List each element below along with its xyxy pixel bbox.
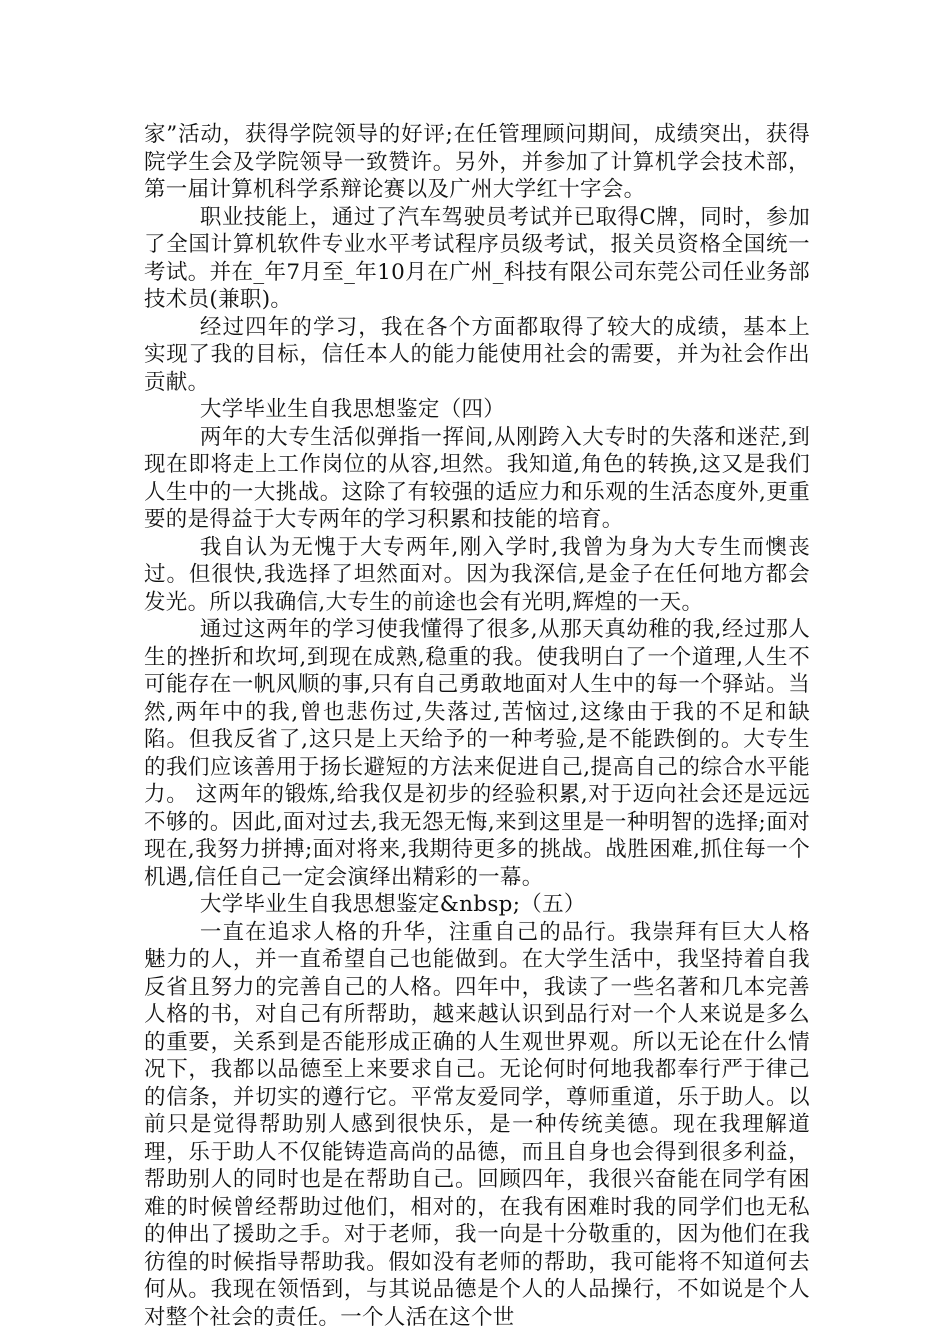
- paragraph-four-years-summary: 经过四年的学习，我在各个方面都取得了较大的成绩，基本上实现了我的目标，信任本人的能力能使用社会的需要，并为社会作出贡献。: [144, 314, 810, 395]
- paragraph-character: 一直在追求人格的升华，注重自己的品行。我崇拜有巨大人格魅力的人，并一直希望自己也能做到。在大学生活中，我坚持着自我反省且努力的完善自己的人格。四年中，我读了一些名著和几本完善人格的书，对自己有所帮助，越来越认识到品行对一个人来说是多么的重要，关系到是否能形成正确的人生观世界观。所以无论在什么情况下，我都以品德至上来要求自己。无论何时何地我都奉行严于律己的信条，并切实的遵行它。平常友爱同学，尊师重道，乐于助人。以前只是觉得帮助别人感到很快乐，是一种传统美德。现在我理解道理，乐于助人不仅能铸造高尚的品德，而且自身也会得到很多利益，帮助别人的同时也是在帮助自己。回顾四年，我很兴奋能在同学有困难的时候曾经帮助过他们，相对的，在我有困难时我的同学们也无私的伸出了援助之手。对于老师，我一向是十分敬重的，因为他们在我彷徨的时候指导帮助我。假如没有老师的帮助，我可能将不知道何去何从。我现在领悟到，与其说品德是个人的人品操行，不如说是个人对整个社会的责任。一个人活在这个世: [144, 919, 810, 1330]
- section-heading-four: 大学毕业生自我思想鉴定（四）: [199, 397, 506, 422]
- document-body: [144, 121, 810, 1331]
- paragraph-college-life: 两年的大专生活似弹指一挥间,从刚跨入大专时的失落和迷茫,到现在即将走上工作岗位的从容,坦然。我知道,角色的转换,这又是我们人生中的一大挑战。这除了有较强的适应力和乐观的生活态度外,更重要的是得益于大专两年的学习积累和技能的培育。: [144, 424, 810, 532]
- paragraph-continued: 家”活动，获得学院领导的好评;在任管理顾问期间，成绩突出，获得院学生会及学院领导一致赞许。另外，并参加了计算机学会技术部，第一届计算机科学系辩论赛以及广州大学红十字会。: [144, 122, 810, 202]
- paragraph-self-assessment: 我自认为无愧于大专两年,刚入学时,我曾为身为大专生而懊丧过。但很快,我选择了坦然面对。因为我深信,是金子在任何地方都会发光。所以我确信,大专生的前途也会有光明,辉煌的一天。: [144, 534, 810, 615]
- section-heading-five: 大学毕业生自我思想鉴定&nbsp;（五）: [199, 892, 586, 917]
- paragraph-learning-growth: 通过这两年的学习使我懂得了很多,从那天真幼稚的我,经过那人生的挫折和坎坷,到现在成熟,稳重的我。使我明白了一个道理,人生不可能存在一帆风顺的事,只有自己勇敢地面对人生中的每一个驿站。当然,两年中的我,曾也悲伤过,失落过,苦恼过,这缘由于我的不足和缺陷。但我反省了,这只是上天给予的一种考验,是不能跌倒的。大专生的我们应该善用于扬长避短的方法来促进自己,提高自己的综合水平能力。 这两年的锻炼,给我仅是初步的经验积累,对于迈向社会还是远远不够的。因此,面对过去,我无怨无悔,来到这里是一种明智的选择;面对现在,我努力拼搏;面对将来,我期待更多的挑战。战胜困难,抓住每一个机遇,信任自己一定会演绎出精彩的一幕。: [144, 617, 810, 890]
- paragraph-vocational-skills: 职业技能上，通过了汽车驾驶员考试并已取得C牌，同时，参加了全国计算机软件专业水平考试程序员级考试，报关员资格全国统一考试。并在_年7月至_年10月在广州_科技有限公司东莞公司任业务部技术员(兼职)。: [144, 204, 810, 312]
